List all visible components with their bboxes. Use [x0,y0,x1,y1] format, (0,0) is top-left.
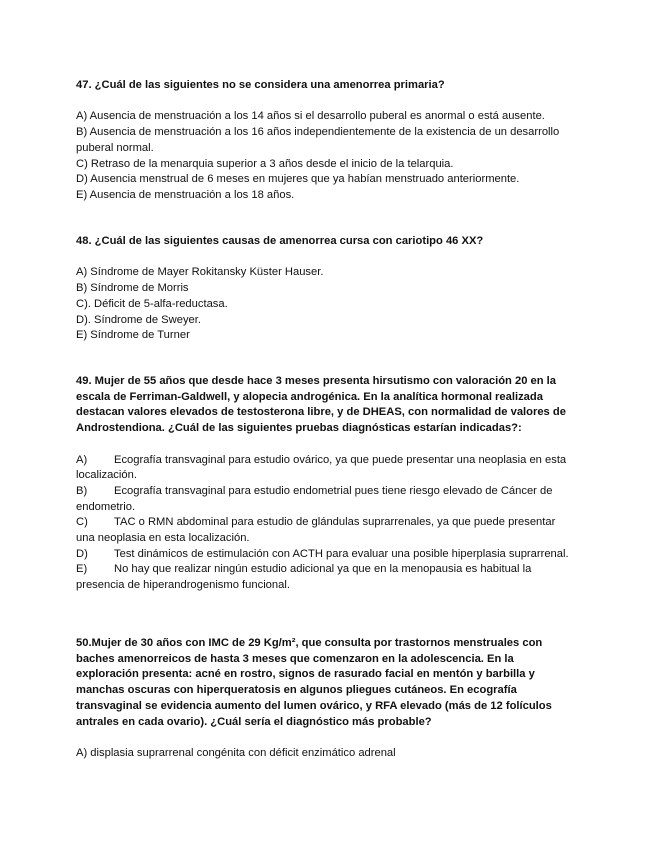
option-text: No hay que realizar ningún estudio adicional ya que en la menopausia es habitual la presencia de hiperandrogenismo funcional. [76,563,532,592]
option-text: Test dinámicos de estimulación con ACTH para evaluar una posible hiperplasia suprarrenal. [114,547,569,560]
option-b [76,484,576,515]
option-letter: D) [76,547,88,560]
option-text: Ecografía transvaginal para estudio ovárico, ya que puede presentar una neoplasia en esta localización. [76,453,567,482]
option-e: E) Ausencia de menstruación a los 18 años. [76,188,295,201]
question-text: 50.Mujer de 30 años con IMC de 29 Kg/m², que consulta por trastornos menstruales con baches amenorreicos de hasta 3 meses que comenzaron en la adolescencia. En la exploración presenta: acné en rostro, signos de rasurado facial en mentón y barbilla y manchas oscuras con hiperqueratosis en algunos pliegues cutáneos. En ecografía transvaginal se evidencia aumento del lumen ovárico, y RFA elevado (más de 12 folículos antrales en cada ovario). ¿Cuál sería el diagnóstico más probable? [76,637,552,728]
option-a: A) displasia suprarrenal congénita con déficit enzimático adrenal [76,746,396,759]
option-b: B) Ausencia de menstruación a los 16 años independientemente de la existencia de un desarrollo puberal normal. [76,126,560,154]
question-50 [76,636,576,762]
option-e [76,562,576,593]
option-letter: B) [76,484,88,497]
option-b: B) Síndrome de Morris [76,282,189,295]
option-c: C). Déficit de 5-alfa-reductasa. [76,297,228,310]
option-d: D) Ausencia menstrual de 6 meses en mujeres que ya habían menstruado anteriormente. [76,173,520,186]
option-text: TAC o RMN abdominal para estudio de glándulas suprarrenales, ya que puede presentar una neoplasia en esta localización. [76,516,556,545]
option-letter: C) [76,516,88,529]
option-d [76,547,576,563]
option-a [76,453,576,484]
question-49 [76,374,576,594]
question-text: 47. ¿Cuál de las siguientes no se considera una amenorrea primaria? [76,79,445,91]
question-47 [76,78,576,204]
option-c: C) Retraso de la menarquia superior a 3 años desde el inicio de la telarquia. [76,157,454,170]
question-text: 49. Mujer de 55 años que desde hace 3 meses presenta hirsutismo con valoración 20 en la escala de Ferriman-Galdwell, y alopecia androgénica. En la analítica hormonal realizada destacan valores elevados de testosterona libre, y de DHEAS, con normalidad de valores de Androstendiona. ¿Cuál de las siguientes pruebas diagnósticas estarían indicadas?: [76,375,566,435]
option-a: A) Síndrome de Mayer Rokitansky Küster Hauser. [76,266,324,279]
option-letter: A) [76,453,88,466]
option-c [76,515,576,546]
option-text: Ecografía transvaginal para estudio endometrial pues tiene riesgo elevado de Cáncer de endometrio. [76,484,553,513]
question-48 [76,234,576,344]
option-a: A) Ausencia de menstruación a los 14 años si el desarrollo puberal es anormal o está ausente. [76,110,545,123]
option-e: E) Síndrome de Turner [76,329,190,342]
question-text: 48. ¿Cuál de las siguientes causas de amenorrea cursa con cariotipo 46 XX? [76,235,484,247]
option-d: D). Síndrome de Sweyer. [76,313,201,326]
option-letter: E) [76,563,88,576]
